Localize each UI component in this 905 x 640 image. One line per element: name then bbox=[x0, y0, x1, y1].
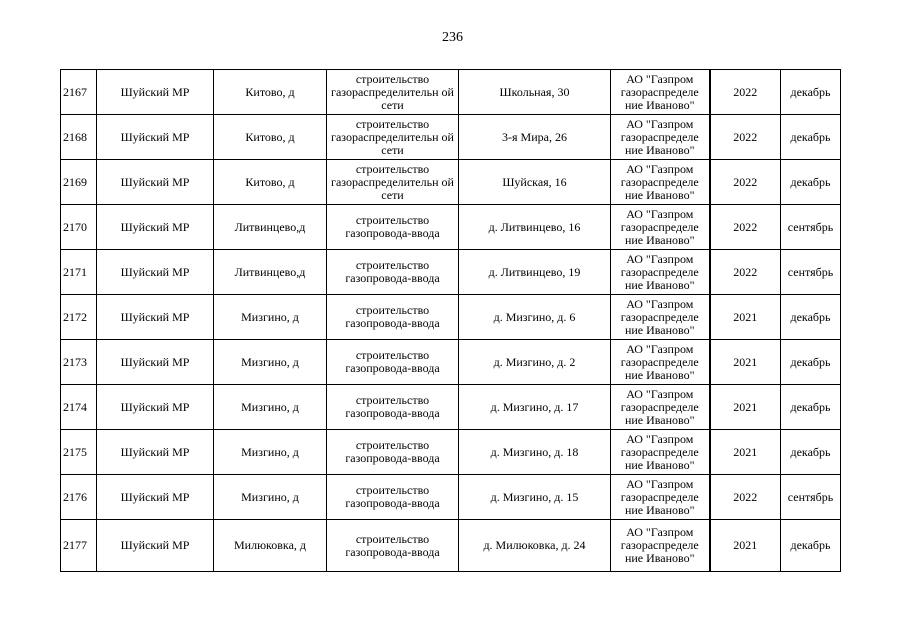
table-row bbox=[61, 385, 841, 430]
address-cell: д. Милюковка, д. 24 bbox=[459, 520, 611, 572]
district-cell: Шуйский МР bbox=[97, 520, 214, 572]
year-cell: 2021 bbox=[710, 295, 781, 340]
address-cell: Школьная, 30 bbox=[459, 70, 611, 115]
settlement-cell: Мизгино, д bbox=[214, 340, 327, 385]
year-cell: 2021 bbox=[710, 385, 781, 430]
row-number-cell: 2172 bbox=[61, 295, 97, 340]
year-cell: 2022 bbox=[710, 70, 781, 115]
organization-cell: АО "Газпром газораспределе ние Иваново" bbox=[611, 70, 710, 115]
table-row bbox=[61, 520, 841, 572]
district-cell: Шуйский МР bbox=[97, 475, 214, 520]
address-cell: д. Литвинцево, 19 bbox=[459, 250, 611, 295]
work-type-cell: строительство газопровода-ввода bbox=[327, 520, 459, 572]
settlement-cell: Литвинцево,д bbox=[214, 250, 327, 295]
address-cell: д. Мизгино, д. 17 bbox=[459, 385, 611, 430]
settlement-cell: Литвинцево,д bbox=[214, 205, 327, 250]
organization-cell: АО "Газпром газораспределе ние Иваново" bbox=[611, 250, 710, 295]
year-cell: 2021 bbox=[710, 430, 781, 475]
month-cell: декабрь bbox=[781, 295, 841, 340]
organization-cell: АО "Газпром газораспределе ние Иваново" bbox=[611, 205, 710, 250]
row-number-cell: 2169 bbox=[61, 160, 97, 205]
district-cell: Шуйский МР bbox=[97, 115, 214, 160]
settlement-cell: Мизгино, д bbox=[214, 430, 327, 475]
organization-cell: АО "Газпром газораспределе ние Иваново" bbox=[611, 385, 710, 430]
organization-cell: АО "Газпром газораспределе ние Иваново" bbox=[611, 295, 710, 340]
organization-cell: АО "Газпром газораспределе ние Иваново" bbox=[611, 340, 710, 385]
organization-cell: АО "Газпром газораспределе ние Иваново" bbox=[611, 160, 710, 205]
work-type-cell: строительство газопровода-ввода bbox=[327, 295, 459, 340]
table-row bbox=[61, 475, 841, 520]
work-type-cell: строительство газораспределительн ой сети bbox=[327, 115, 459, 160]
row-number-cell: 2174 bbox=[61, 385, 97, 430]
work-type-cell: строительство газопровода-ввода bbox=[327, 250, 459, 295]
address-cell: д. Мизгино, д. 18 bbox=[459, 430, 611, 475]
table-row bbox=[61, 160, 841, 205]
district-cell: Шуйский МР bbox=[97, 160, 214, 205]
settlement-cell: Китово, д bbox=[214, 160, 327, 205]
organization-cell: АО "Газпром газораспределе ние Иваново" bbox=[611, 115, 710, 160]
month-cell: декабрь bbox=[781, 385, 841, 430]
work-type-cell: строительство газопровода-ввода bbox=[327, 385, 459, 430]
table-row bbox=[61, 205, 841, 250]
district-cell: Шуйский МР bbox=[97, 430, 214, 475]
organization-cell: АО "Газпром газораспределе ние Иваново" bbox=[611, 430, 710, 475]
month-cell: декабрь bbox=[781, 70, 841, 115]
row-number-cell: 2171 bbox=[61, 250, 97, 295]
year-cell: 2022 bbox=[710, 475, 781, 520]
month-cell: сентябрь bbox=[781, 250, 841, 295]
month-cell: декабрь bbox=[781, 340, 841, 385]
address-cell: Шуйская, 16 bbox=[459, 160, 611, 205]
table-row bbox=[61, 250, 841, 295]
year-cell: 2022 bbox=[710, 115, 781, 160]
year-cell: 2022 bbox=[710, 250, 781, 295]
settlement-cell: Мизгино, д bbox=[214, 475, 327, 520]
table-row bbox=[61, 430, 841, 475]
work-type-cell: строительство газораспределительн ой сети bbox=[327, 160, 459, 205]
table-row bbox=[61, 295, 841, 340]
row-number-cell: 2176 bbox=[61, 475, 97, 520]
year-cell: 2021 bbox=[710, 340, 781, 385]
page-number: 236 bbox=[442, 30, 463, 45]
organization-cell: АО "Газпром газораспределе ние Иваново" bbox=[611, 475, 710, 520]
address-cell: д. Литвинцево, 16 bbox=[459, 205, 611, 250]
row-number-cell: 2167 bbox=[61, 70, 97, 115]
address-cell: д. Мизгино, д. 2 bbox=[459, 340, 611, 385]
year-cell: 2022 bbox=[710, 205, 781, 250]
data-table bbox=[60, 69, 841, 572]
settlement-cell: Китово, д bbox=[214, 70, 327, 115]
row-number-cell: 2175 bbox=[61, 430, 97, 475]
row-number-cell: 2173 bbox=[61, 340, 97, 385]
work-type-cell: строительство газораспределительн ой сети bbox=[327, 70, 459, 115]
work-type-cell: строительство газопровода-ввода bbox=[327, 205, 459, 250]
address-cell: 3-я Мира, 26 bbox=[459, 115, 611, 160]
year-cell: 2021 bbox=[710, 520, 781, 572]
district-cell: Шуйский МР bbox=[97, 70, 214, 115]
month-cell: декабрь bbox=[781, 430, 841, 475]
month-cell: сентябрь bbox=[781, 205, 841, 250]
district-cell: Шуйский МР bbox=[97, 385, 214, 430]
row-number-cell: 2168 bbox=[61, 115, 97, 160]
row-number-cell: 2177 bbox=[61, 520, 97, 572]
table-row bbox=[61, 70, 841, 115]
work-type-cell: строительство газопровода-ввода bbox=[327, 475, 459, 520]
settlement-cell: Милюковка, д bbox=[214, 520, 327, 572]
address-cell: д. Мизгино, д. 6 bbox=[459, 295, 611, 340]
month-cell: сентябрь bbox=[781, 475, 841, 520]
year-cell: 2022 bbox=[710, 160, 781, 205]
table-body bbox=[61, 70, 841, 572]
district-cell: Шуйский МР bbox=[97, 340, 214, 385]
month-cell: декабрь bbox=[781, 520, 841, 572]
work-type-cell: строительство газопровода-ввода bbox=[327, 430, 459, 475]
settlement-cell: Мизгино, д bbox=[214, 295, 327, 340]
row-number-cell: 2170 bbox=[61, 205, 97, 250]
organization-cell: АО "Газпром газораспределе ние Иваново" bbox=[611, 520, 710, 572]
month-cell: декабрь bbox=[781, 115, 841, 160]
district-cell: Шуйский МР bbox=[97, 205, 214, 250]
work-type-cell: строительство газопровода-ввода bbox=[327, 340, 459, 385]
table-row bbox=[61, 115, 841, 160]
settlement-cell: Мизгино, д bbox=[214, 385, 327, 430]
address-cell: д. Мизгино, д. 15 bbox=[459, 475, 611, 520]
district-cell: Шуйский МР bbox=[97, 295, 214, 340]
district-cell: Шуйский МР bbox=[97, 250, 214, 295]
settlement-cell: Китово, д bbox=[214, 115, 327, 160]
table-row bbox=[61, 340, 841, 385]
month-cell: декабрь bbox=[781, 160, 841, 205]
